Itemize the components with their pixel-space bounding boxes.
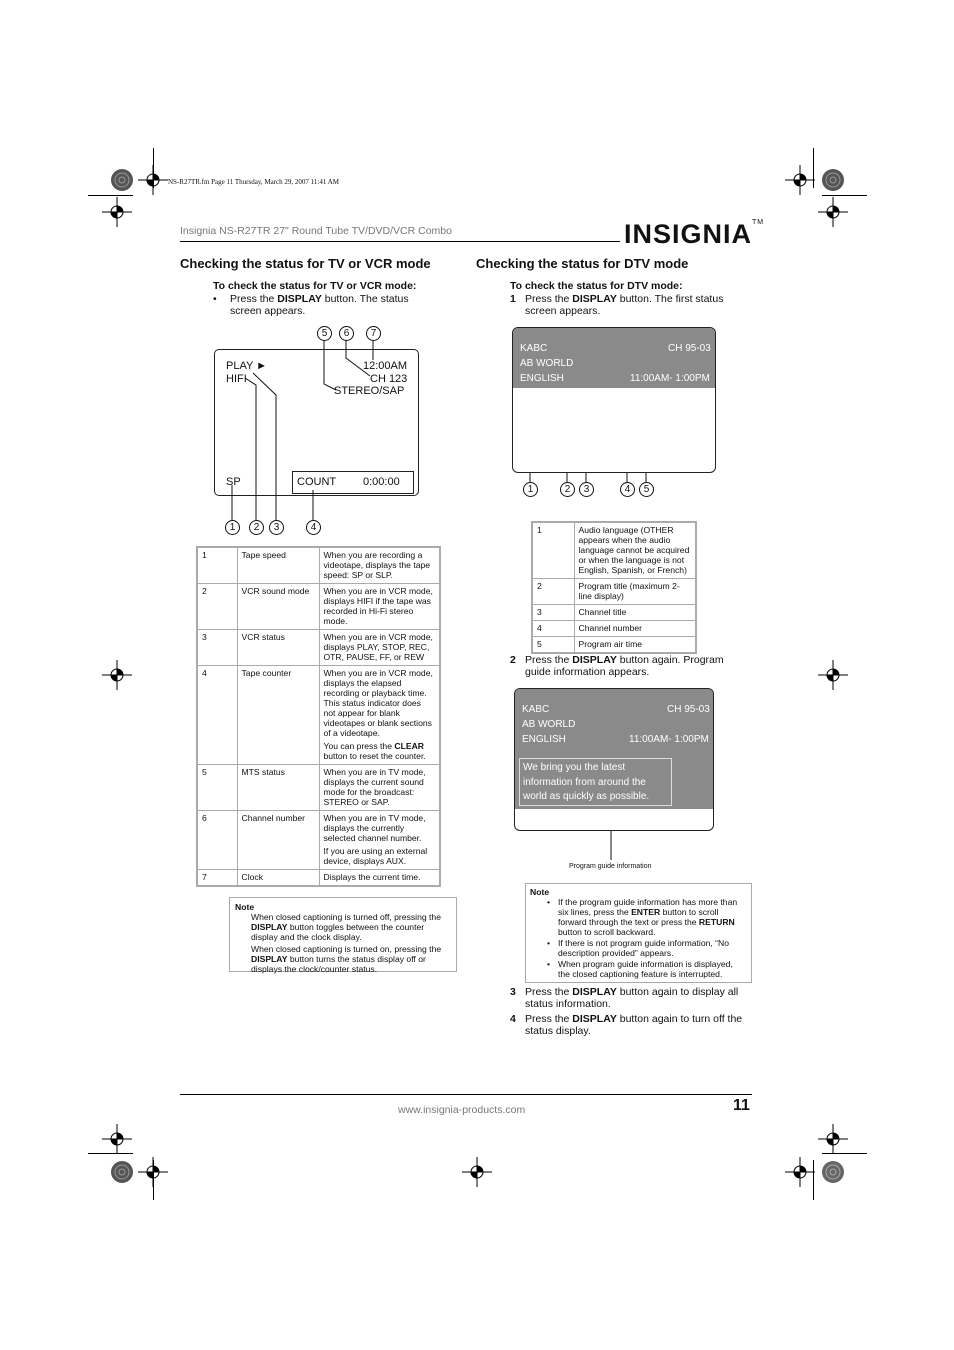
note-title: Note — [235, 902, 255, 912]
brand-logo: INSIGNIA™ — [624, 219, 765, 249]
step-2-text: Press the DISPLAY button again. Program guide information appears. — [525, 654, 724, 678]
vcr-channel: CH 123 — [370, 373, 408, 385]
table-row: 1 Tape speed When you are recording a videotape, displays the tape speed: SP or SLP. — [197, 547, 440, 584]
table-row: 6 Channel number When you are in TV mode, displays the currently selected channel number. If you are using an external device, displays AUX. — [197, 811, 440, 870]
dtv-channel: CH 95-03 — [668, 343, 711, 354]
step-press-display: Press the DISPLAY button. The status screen appears. — [230, 293, 409, 317]
callout-5: 5 — [639, 482, 654, 497]
step-number: 1 — [510, 293, 516, 305]
note-box-dtv — [525, 883, 752, 983]
table-row: 7 Clock Displays the current time. — [197, 870, 440, 887]
dtv-audio-language: ENGLISH — [520, 373, 564, 384]
note-title: Note — [530, 887, 550, 897]
note-box-vcr — [229, 897, 457, 972]
dtv-station: KABC — [522, 704, 550, 715]
vcr-count-value: 0:00:00 — [363, 476, 400, 488]
dtv-status-screen — [512, 327, 716, 473]
guide-caption: Program guide information — [569, 863, 652, 870]
callout-6: 6 — [339, 326, 354, 341]
vcr-status-table — [196, 546, 441, 887]
callout-3: 3 — [269, 520, 284, 535]
dtv-guide-info-box: We bring you the latest information from around the world as quickly as possible. — [519, 758, 672, 806]
vcr-play-status: PLAY ► — [226, 360, 268, 372]
dtv-guide-screen — [514, 688, 714, 831]
subheading-tv-vcr: To check the status for TV or VCR mode: — [213, 280, 417, 292]
vcr-hifi-status: HIFI — [226, 373, 247, 385]
header-title: Insignia NS-R27TR 27" Round Tube TV/DVD/VCR Combo — [180, 225, 452, 237]
dtv-air-time: 11:00AM- 1:00PM — [630, 373, 710, 384]
callout-7: 7 — [366, 326, 381, 341]
callout-4: 4 — [620, 482, 635, 497]
callout-1: 1 — [523, 482, 538, 497]
dtv-program-title: AB WORLD — [520, 358, 574, 369]
dtv-status-table — [531, 521, 697, 654]
vcr-clock: 12:00AM — [363, 360, 408, 372]
table-row: 1 Audio language (OTHER appears when the audio language cannot be acquired or when the language is not English, Spanish, or French) — [532, 522, 696, 579]
step-4-text: Press the DISPLAY button again to turn off the status display. — [525, 1013, 743, 1037]
step-number: 4 — [510, 1013, 516, 1025]
frame-file-stamp: NS-R27TR.fm Page 11 Thursday, March 29, 2007 11:41 AM — [168, 178, 339, 186]
table-row: 5 Program air time — [532, 637, 696, 654]
vcr-count-label: COUNT — [297, 476, 337, 488]
table-row: 5 MTS status When you are in TV mode, displays the current sound mode for the broadcast: STEREO or SAP. — [197, 765, 440, 811]
callout-3: 3 — [579, 482, 594, 497]
callout-4: 4 — [306, 520, 321, 535]
bullet: • — [213, 293, 217, 305]
dtv-air-time: 11:00AM- 1:00PM — [629, 734, 709, 745]
page-number: 11 — [733, 1097, 750, 1114]
vcr-tape-speed: SP — [226, 476, 241, 488]
subheading-dtv: To check the status for DTV mode: — [510, 280, 683, 292]
dtv-station: KABC — [520, 343, 548, 354]
vcr-stereo-sap: STEREO/SAP — [334, 385, 405, 397]
step-3-text: Press the DISPLAY button again to display all status information. — [525, 986, 739, 1010]
step-1-text: Press the DISPLAY button. The first status screen appears. — [525, 293, 724, 317]
section-heading-tv-vcr: Checking the status for TV or VCR mode — [180, 256, 431, 271]
dtv-audio-language: ENGLISH — [522, 734, 566, 745]
dtv-channel: CH 95-03 — [667, 704, 710, 715]
callout-5: 5 — [317, 326, 332, 341]
note-bullet: • If there is not program guide information, “No description provided” appears. — [547, 938, 746, 958]
table-row: 3 Channel title — [532, 605, 696, 621]
note-paragraph: When closed captioning is turned off, pressing the DISPLAY button toggles between the counter display and the clock display. — [251, 912, 441, 942]
step-number: 3 — [510, 986, 516, 998]
table-row: 2 VCR sound mode When you are in VCR mode, displays HIFI if the tape was recorded in Hi-Fi stereo mode. — [197, 584, 440, 630]
table-row: 2 Program title (maximum 2-line display) — [532, 579, 696, 605]
note-bullet: • If the program guide information has more than six lines, press the ENTER button to scroll forward through the text or press the RETURN button to scroll backward. — [547, 897, 746, 937]
note-paragraph: When closed captioning is turned on, pressing the DISPLAY button turns the status display off or displays the clock/counter status. — [251, 944, 442, 974]
step-number: 2 — [510, 654, 516, 666]
table-row: 4 Channel number — [532, 621, 696, 637]
dtv-program-title: AB WORLD — [522, 719, 576, 730]
callout-1: 1 — [225, 520, 240, 535]
footer-url: www.insignia-products.com — [398, 1104, 526, 1116]
table-row: 4 Tape counter When you are in VCR mode, displays the elapsed recording or playback time. This status indicator does not appear for blank videotapes or blank sections of a videotape. You can press the CLEAR button to reset the counter. — [197, 666, 440, 765]
section-heading-dtv: Checking the status for DTV mode — [476, 256, 689, 271]
callout-2: 2 — [249, 520, 264, 535]
table-row: 3 VCR status When you are in VCR mode, displays PLAY, STOP, REC, OTR, PAUSE, FF, or REW — [197, 630, 440, 666]
callout-2: 2 — [560, 482, 575, 497]
note-bullet: • When program guide information is displayed, the closed captioning feature is interrupted. — [547, 959, 746, 979]
